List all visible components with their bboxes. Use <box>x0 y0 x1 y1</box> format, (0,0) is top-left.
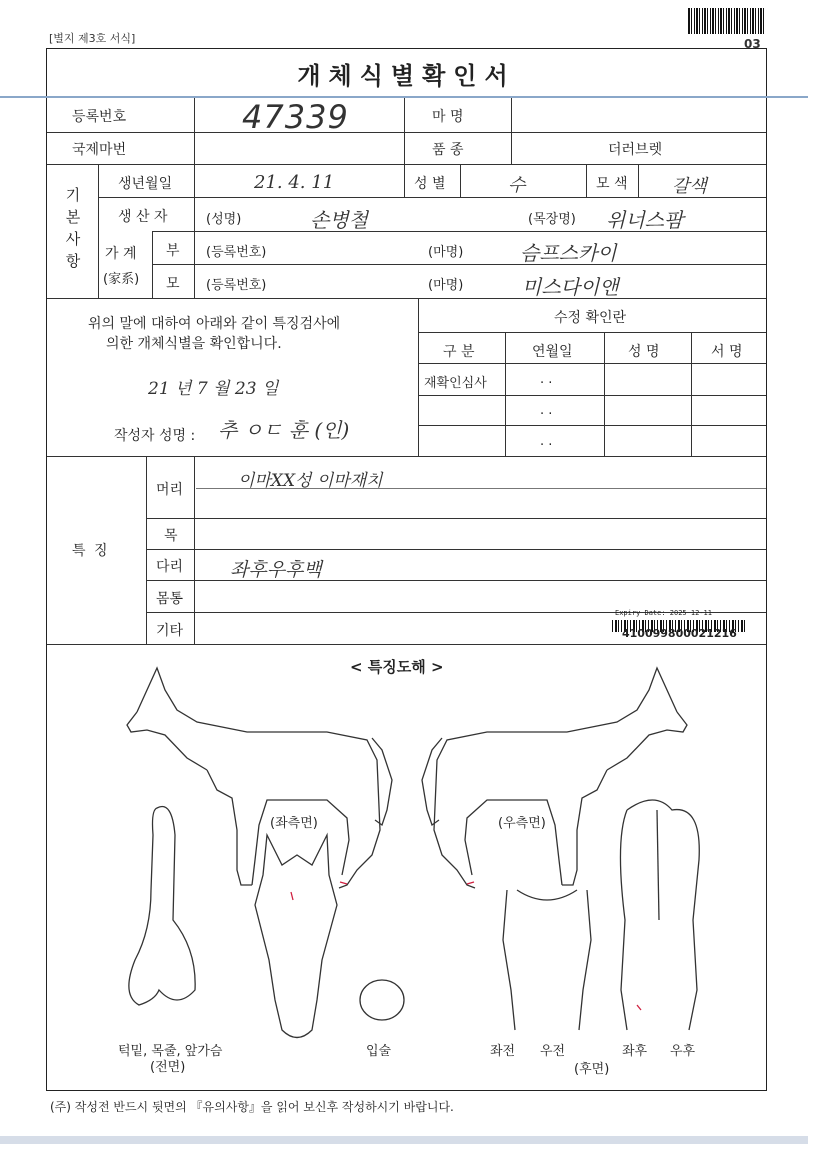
dam-regno-label: (등록번호) <box>206 278 267 293</box>
col-divider <box>404 98 405 164</box>
reconfirm-header-date: 연월일 <box>532 344 573 360</box>
birth-date-value: 21. 4. 11 <box>254 172 335 193</box>
producer-name-label: (성명) <box>206 212 242 227</box>
left-side-horse <box>127 668 392 888</box>
page-number: 03 <box>744 37 761 51</box>
neck-label: 목 <box>164 528 178 544</box>
front-view-label: (전면) <box>150 1060 186 1075</box>
reconfirm-row-date: . . <box>540 403 553 418</box>
reconfirm-row-date: . . <box>540 372 553 387</box>
row-divider <box>47 644 766 645</box>
sire-regno-label: (등록번호) <box>206 245 267 260</box>
col-divider <box>146 456 147 644</box>
sire-name-value: 슴프스카이 <box>520 241 617 265</box>
col-divider <box>194 456 195 644</box>
col-divider <box>194 164 195 298</box>
reconfirm-header-type: 구 분 <box>443 344 475 360</box>
dam-name-label: (마명) <box>428 278 464 293</box>
dam-name-value: 미스다이앤 <box>522 275 619 299</box>
intl-no-label: 국제마번 <box>72 142 127 158</box>
col-divider <box>460 164 461 197</box>
basic-section-label: 기 본 사 항 <box>65 186 81 270</box>
dam-label: 모 <box>166 276 180 292</box>
lip-label: 입술 <box>366 1044 392 1059</box>
row-divider <box>47 164 766 165</box>
written-date: 21 년 7 월 23 일 <box>148 379 279 399</box>
hind-left-label: 좌후 <box>622 1044 648 1059</box>
horse-name-label: 마 명 <box>432 109 464 125</box>
row-divider <box>47 298 766 299</box>
lineage-label: 가 계 <box>105 246 137 262</box>
form-number-label: [별지 제3호 서식] <box>49 32 136 45</box>
row-divider <box>98 197 766 198</box>
expiry-date: Expiry Date: 2025 12-11 <box>615 609 712 617</box>
producer-name-value: 손병철 <box>310 208 368 232</box>
reconfirm-header-sign: 서 명 <box>711 344 743 360</box>
farm-name-value: 위너스팜 <box>606 208 684 232</box>
reg-no-label: 등록번호 <box>72 109 127 125</box>
scan-bottom-band <box>0 1136 808 1144</box>
barcode-number: 410099800021216 <box>622 627 737 640</box>
sire-label: 부 <box>166 243 180 259</box>
col-divider <box>98 164 99 298</box>
col-divider <box>604 332 605 456</box>
front-left-label: 좌전 <box>490 1044 516 1059</box>
col-divider <box>691 332 692 456</box>
sex-value: 수 <box>508 175 526 196</box>
row-divider <box>146 518 766 519</box>
author-label: 작성자 성명 : <box>114 428 196 444</box>
row-divider <box>47 456 766 457</box>
head-value: 이마XX성 이마재치 <box>238 471 383 491</box>
row-divider <box>418 425 766 426</box>
coat-color-label: 모 색 <box>596 176 628 192</box>
row-divider <box>152 264 766 265</box>
top-barcode <box>688 8 766 34</box>
head-label: 머리 <box>156 482 184 498</box>
footer-note: (주) 작성전 반드시 뒷면의 『유의사항』을 읽어 보신후 작성하시기 바랍니다. <box>50 1100 454 1114</box>
front-right-label: 우전 <box>540 1044 566 1059</box>
other-label: 기타 <box>156 623 184 639</box>
front-chest-view <box>129 807 195 1005</box>
sire-name-label: (마명) <box>428 245 464 260</box>
hind-right-label: 우후 <box>670 1044 696 1059</box>
col-divider <box>194 98 195 164</box>
farm-name-label: (목장명) <box>528 212 576 227</box>
col-divider <box>418 298 419 456</box>
col-divider <box>586 164 587 197</box>
leg-label: 다리 <box>156 559 184 575</box>
breed-label: 품 종 <box>432 142 464 158</box>
right-side-horse <box>422 668 687 888</box>
producer-label: 생 산 자 <box>118 209 168 225</box>
col-divider <box>404 164 405 197</box>
body-label: 몸통 <box>156 591 184 607</box>
row-divider <box>418 332 766 333</box>
right-side-label: (우측면) <box>498 816 546 831</box>
sex-label: 성 별 <box>414 176 446 192</box>
col-divider <box>511 98 512 164</box>
reconfirm-header-name: 성 명 <box>628 344 660 360</box>
row-divider <box>418 395 766 396</box>
features-label: 특 징 <box>72 543 110 559</box>
row-divider <box>146 549 766 550</box>
form-title: 개체식별확인서 <box>47 50 766 97</box>
reconfirm-row-type: 재확인심사 <box>424 376 487 391</box>
horse-diagram <box>47 660 766 1090</box>
coat-color-value: 갈색 <box>672 176 707 197</box>
col-divider <box>505 332 506 456</box>
leg-value: 좌후우후백 <box>230 559 322 581</box>
birth-date-label: 생년월일 <box>118 176 173 192</box>
front-legs-view <box>503 890 591 1030</box>
reconfirm-title: 수정 확인란 <box>554 310 627 326</box>
rear-view <box>620 800 699 1030</box>
left-side-label: (좌측면) <box>270 816 318 831</box>
row-divider <box>47 132 766 133</box>
rear-view-label: (후면) <box>574 1062 610 1077</box>
col-divider <box>152 231 153 298</box>
breed-value: 더러브렛 <box>608 142 663 158</box>
reconfirm-row-date: . . <box>540 434 553 449</box>
lineage-sub-label: (家系) <box>103 272 140 287</box>
lip-view <box>360 980 404 1020</box>
row-divider <box>418 363 766 364</box>
reg-no-value: 47339 <box>242 98 349 136</box>
front-parts-label: 턱밑, 목줄, 앞가슴 <box>118 1044 223 1059</box>
diagram-title: < 특징도해 > <box>350 658 444 676</box>
statement-line-1: 위의 말에 대하여 아래와 같이 특징검사에 <box>88 316 341 332</box>
face-front-view <box>255 835 337 1038</box>
col-divider <box>638 164 639 197</box>
author-signature: 추 ㅇㄷ 훈 (인) <box>218 418 350 442</box>
statement-line-2: 의한 개체식별을 확인합니다. <box>106 336 282 352</box>
